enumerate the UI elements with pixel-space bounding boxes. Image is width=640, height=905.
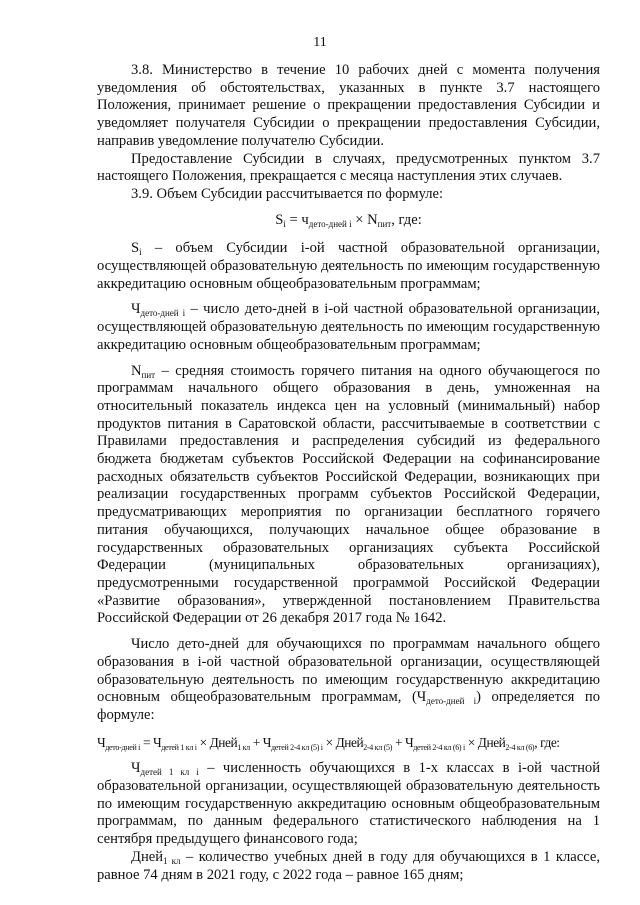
spacer xyxy=(97,293,600,301)
subsidy-formula: $S_i = ч_{дето-дней i} \times N_{пит}$, где: xyxy=(275,211,422,229)
definition-s: $S_i$ – объем Субсидии i-ой частной образовательной организации, осуществляющей образовательную деятельность по имеющим государственную аккредитацию основным общеобразовательным программам; xyxy=(97,240,600,292)
definition-first-grade-days: Дней$_{1 кл}$ – количество учебных дней в году для обучающихся в 1 классе, равное 74 дням в 2021 году, с 2022 года – равное 165 дням; xyxy=(97,848,600,883)
paragraph-3-8: 3.8. Министерство в течение 10 рабочих дней с момента получения уведомления об обстоятельствах, указанных в пункте 3.7 настоящего Положения, принимает решение о прекращении предоставления Субсидии и уведомляет получателя Субсидии о прекращении предоставления Субсидии, направив уведомление получателю Субсидии. xyxy=(97,62,600,149)
paragraph-termination-cases: Предоставление Субсидии в случаях, предусмотренных пунктом 3.7 настоящего Положения, прекращается с месяца наступления этих случаев. xyxy=(97,150,600,185)
child-days-formula: $Ч_{дето-дней i} = Ч_{детей 1 кл i}$ × Дней$_{1 кл}$ + $Ч_{детей 2-4 кл (5) i}$ × Дней$_{2-4 кл (5)}$ + $Ч_{детей 2-4 кл (6) i}$ × Дней$_{2-4 кл (6)}$, где: xyxy=(97,734,560,752)
definition-child-days: $Ч_{дето-дней i}$ – число дето-дней в i-ой частной образовательной организации, осуществляющей образовательную деятельность по имеющим государственную аккредитацию основным общеобразовательным программам; xyxy=(97,301,601,353)
paragraph-child-days-count: Число дето-дней для обучающихся по программам начального общего образования в i-ой частной образовательной организации, осуществляющей образовательную деятельность по имеющим государственную аккредитацию основным общеобразовательным программам, $(Ч_{дето-дней i})$ определяется по формуле: xyxy=(97,636,601,723)
document-body xyxy=(97,62,600,884)
spacer xyxy=(97,355,600,363)
definition-n-pit: $N_{пит}$ – средняя стоимость горячего питания на одного обучающегося по программам начального общего образования в день, умноженная на относительный показатель индекса цен на условный (минимальный) набор продуктов питания в Саратовской области, рассчитываемые в соответствии с Правилами предоставления и распределения субсидий из федерального бюджета бюджетам субъектов Российской Федерации на софинансирование расходных обязательств субъектов Российской Федерации, возникающих при реализации государственных программ субъектов Российской Федерации, предусматривающих мероприятия по организации бесплатного горячего питания обучающихся, получающих начальное общее образование в государственных образовательных организациях субъекта Российской Федерации (муниципальных образовательных организациях), предусмотренными государственной программой Российской Федерации «Развитие образования», утвержденной постановлением Правительства Российской Федерации от 26 декабря 2017 года № 1642. xyxy=(97,362,600,627)
spacer xyxy=(97,628,600,636)
definition-first-grade-count: $Ч_{детей 1 кл i}$ – численность обучающихся в 1-х классах в i-ой частной образовательной организации, осуществляющей образовательную деятельность по имеющим государственную аккредитацию основным общеобразовательным программам, по данным федерального статистического наблюдения на 1 сентября предыдущего финансового года; xyxy=(97,760,600,848)
paragraph-3-9: 3.9. Объем Субсидии рассчитывается по формуле: xyxy=(131,185,444,202)
page-number: 11 xyxy=(313,35,327,50)
